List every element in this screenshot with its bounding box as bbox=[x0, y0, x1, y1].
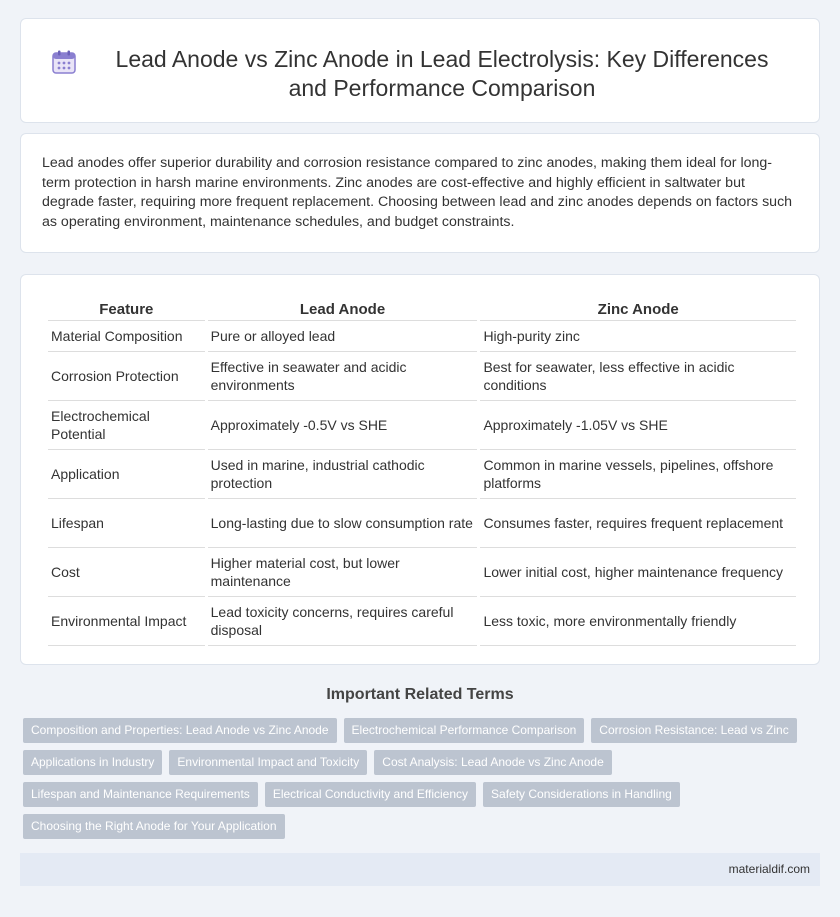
title-card bbox=[20, 18, 820, 123]
related-tag[interactable]: Safety Considerations in Handling bbox=[483, 782, 680, 807]
lead-cell: Used in marine, industrial cathodic protection bbox=[208, 450, 478, 499]
feature-cell: Material Composition bbox=[48, 321, 205, 352]
footer bbox=[20, 853, 820, 886]
header-feature: Feature bbox=[48, 297, 205, 321]
intro-paragraph: Lead anodes offer superior durability and corrosion resistance compared to zinc anodes, making them ideal for long-term protection in harsh marine environments. Zinc anodes are cost-effective and highly efficient in saltwater but degrade faster, requiring more frequent replacement. Choosing between lead and zinc anodes depends on factors such as operating environment, maintenance schedules, and budget constraints. bbox=[42, 155, 793, 230]
zinc-cell: Best for seawater, less effective in acidic conditions bbox=[480, 352, 796, 401]
feature-cell: Electrochemical Potential bbox=[48, 401, 205, 450]
related-tag[interactable]: Lifespan and Maintenance Requirements bbox=[23, 782, 258, 807]
table-row bbox=[48, 450, 796, 499]
related-tag[interactable]: Composition and Properties: Lead Anode vs Zinc Anode bbox=[23, 718, 337, 743]
feature-cell: Corrosion Protection bbox=[48, 352, 205, 401]
comparison-table bbox=[45, 297, 799, 646]
lead-cell: Effective in seawater and acidic environments bbox=[208, 352, 478, 401]
page-title: Lead Anode vs Zinc Anode in Lead Electrolysis: Key Differences and Performance Comparison bbox=[115, 46, 769, 101]
comparison-card bbox=[20, 274, 820, 665]
lead-cell: Higher material cost, but lower maintenance bbox=[208, 548, 478, 597]
table-row bbox=[48, 352, 796, 401]
table-row bbox=[48, 499, 796, 548]
related-tag[interactable]: Environmental Impact and Toxicity bbox=[169, 750, 367, 775]
header-zinc-anode: Zinc Anode bbox=[480, 297, 796, 321]
related-terms-tags bbox=[23, 718, 823, 846]
zinc-cell: High-purity zinc bbox=[480, 321, 796, 352]
table-header-row bbox=[48, 297, 796, 321]
related-tag[interactable]: Cost Analysis: Lead Anode vs Zinc Anode bbox=[374, 750, 611, 775]
feature-cell: Lifespan bbox=[48, 499, 205, 548]
lead-cell: Long-lasting due to slow consumption rate bbox=[208, 499, 478, 548]
zinc-cell: Approximately -1.05V vs SHE bbox=[480, 401, 796, 450]
related-tag[interactable]: Choosing the Right Anode for Your Application bbox=[23, 814, 285, 839]
feature-cell: Environmental Impact bbox=[48, 597, 205, 646]
feature-cell: Cost bbox=[48, 548, 205, 597]
calendar-icon bbox=[51, 49, 77, 75]
table-row bbox=[48, 597, 796, 646]
intro-card bbox=[20, 133, 820, 253]
related-tag[interactable]: Applications in Industry bbox=[23, 750, 162, 775]
footer-site[interactable]: materialdif.com bbox=[728, 862, 810, 876]
zinc-cell: Consumes faster, requires frequent replacement bbox=[480, 499, 796, 548]
feature-cell: Application bbox=[48, 450, 205, 499]
table-row bbox=[48, 401, 796, 450]
table-row bbox=[48, 321, 796, 352]
related-terms-title: Important Related Terms bbox=[326, 686, 514, 703]
lead-cell: Lead toxicity concerns, requires careful disposal bbox=[208, 597, 478, 646]
related-tag[interactable]: Corrosion Resistance: Lead vs Zinc bbox=[591, 718, 796, 743]
zinc-cell: Common in marine vessels, pipelines, offshore platforms bbox=[480, 450, 796, 499]
zinc-cell: Less toxic, more environmentally friendly bbox=[480, 597, 796, 646]
header-lead-anode: Lead Anode bbox=[208, 297, 478, 321]
lead-cell: Pure or alloyed lead bbox=[208, 321, 478, 352]
lead-cell: Approximately -0.5V vs SHE bbox=[208, 401, 478, 450]
table-row bbox=[48, 548, 796, 597]
zinc-cell: Lower initial cost, higher maintenance frequency bbox=[480, 548, 796, 597]
related-tag[interactable]: Electrochemical Performance Comparison bbox=[344, 718, 585, 743]
related-tag[interactable]: Electrical Conductivity and Efficiency bbox=[265, 782, 476, 807]
